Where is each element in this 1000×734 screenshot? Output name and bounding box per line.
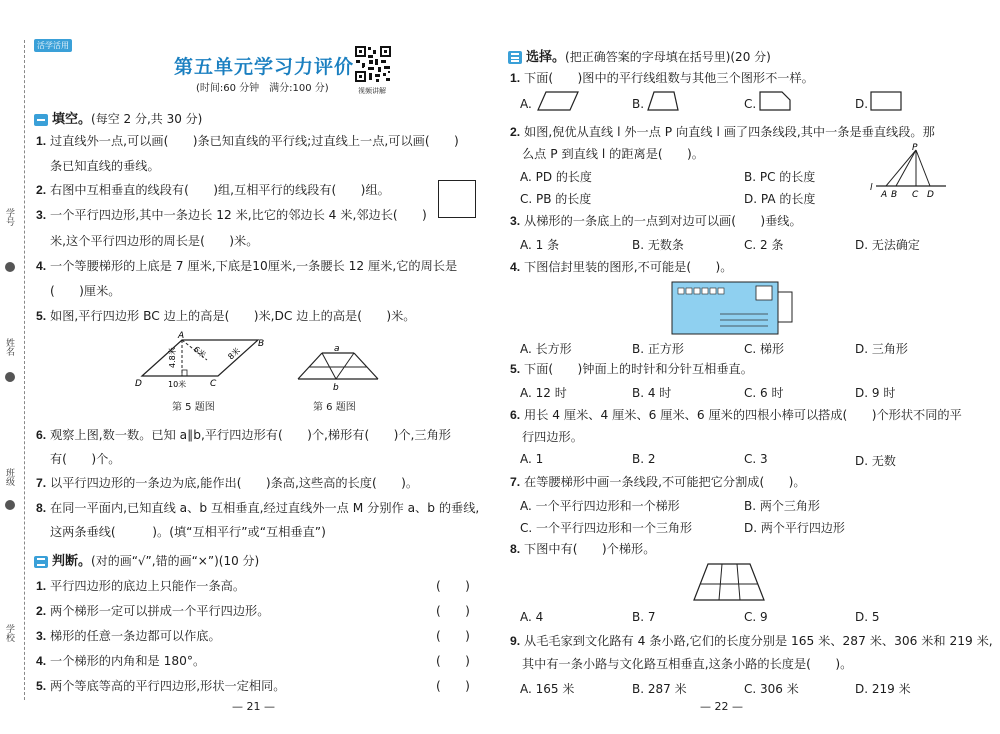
question-number: 4.: [36, 654, 47, 668]
option-a[interactable]: A. 1: [520, 452, 544, 466]
label-C: C: [210, 379, 217, 389]
question-text: 一个平行四边形,其中一条边长 12 米,比它的邻边长 4 米,邻边长( ): [50, 208, 427, 222]
question-text: 下面( )图中的平行线组数与其他三个图形不一样。: [524, 71, 814, 85]
option-b[interactable]: B. 无数条: [632, 238, 684, 252]
question-number: 2.: [36, 183, 47, 197]
choice-question-6: [510, 407, 962, 423]
question-number: 2.: [36, 604, 47, 618]
question-text: 平行四边形的底边上只能作一条高。: [50, 579, 246, 593]
answer-paren[interactable]: ( ): [436, 679, 470, 693]
choice-question-7: [510, 474, 806, 490]
section-title: 选择。: [526, 50, 566, 65]
option-b[interactable]: B. 287 米: [632, 682, 687, 696]
section-one-icon: [34, 114, 48, 126]
question-2: [36, 182, 390, 198]
label-C: C: [912, 190, 919, 200]
choice-question-1: [510, 70, 814, 86]
judge-item: [36, 578, 245, 594]
option-a[interactable]: A. 1 条: [520, 238, 560, 252]
option-b[interactable]: B. 2: [632, 452, 656, 466]
choice-question-2-line2: 么点 P 到直线 l 的距离是( )。: [522, 147, 704, 161]
option-b[interactable]: B. 7: [632, 610, 656, 624]
margin-label-school: 学校: [4, 624, 14, 642]
figure-6-trapezoid: [296, 342, 386, 392]
question-number: 2.: [510, 125, 521, 139]
choice-question-9: [510, 633, 993, 649]
question-text: 一个梯形的内角和是 180°。: [50, 654, 206, 668]
answer-paren[interactable]: ( ): [436, 579, 470, 593]
question-text: 右图中互相垂直的线段有( )组,互相平行的线段有( )组。: [50, 183, 390, 197]
label-B: B: [891, 190, 898, 200]
option-b[interactable]: B. 两个三角形: [744, 499, 820, 513]
option-c[interactable]: C. PB 的长度: [520, 192, 592, 206]
page-subtitle: (时间:60 分钟 满分:100 分): [196, 83, 329, 94]
option-d[interactable]: D. 219 米: [855, 682, 911, 696]
choice-question-8: [510, 541, 655, 557]
question-text: 在同一平面内,已知直线 a、b 互相垂直,经过直线外一点 M 分别作 a、b 的垂线,: [50, 501, 480, 515]
question-number: 9.: [510, 634, 521, 648]
option-a[interactable]: A. 165 米: [520, 682, 575, 696]
option-b[interactable]: B.: [632, 97, 645, 111]
option-c[interactable]: C. 6 时: [744, 386, 784, 400]
label-4-8m: 4.8米: [168, 347, 177, 368]
option-d[interactable]: D. 无数: [855, 454, 896, 468]
question-text: 以平行四边形的一条边为底,能作出( )条高,这些高的长度( )。: [50, 476, 419, 490]
question-7: [36, 475, 418, 491]
section-fill-blank: [34, 108, 202, 127]
option-c[interactable]: C. 2 条: [744, 238, 784, 252]
section-note: (每空 2 分,共 30 分): [91, 112, 203, 126]
page-number-right: — 22 —: [700, 700, 743, 713]
figure-5-caption: 第 5 题图: [172, 402, 215, 413]
question-number: 3.: [36, 629, 47, 643]
question-number: 6.: [36, 428, 47, 442]
question-number: 4.: [510, 260, 521, 274]
page-number-left: — 21 —: [232, 700, 275, 713]
section-title: 填空。: [52, 112, 92, 127]
c2-point-line-figure: [868, 142, 948, 200]
option-b[interactable]: B. PC 的长度: [744, 170, 816, 184]
question-text: 观察上图,数一数。已知 a∥b,平行四边形有( )个,梯形有( )个,三角形: [50, 428, 451, 442]
label-B: B: [258, 339, 265, 349]
margin-label-student-no: 学号: [4, 208, 14, 226]
section-multiple-choice: [508, 46, 771, 65]
option-a[interactable]: A. PD 的长度: [520, 170, 592, 184]
choice-question-6-line2: 行四边形。: [522, 430, 583, 444]
question-number: 1.: [36, 134, 47, 148]
question-3: [36, 207, 427, 223]
option-c-pentagon-figure: [758, 90, 792, 112]
option-d[interactable]: D. 5: [855, 610, 880, 624]
question-number: 8.: [510, 542, 521, 556]
option-d[interactable]: D.: [855, 97, 869, 111]
question-number: 1.: [510, 71, 521, 85]
question-text: 从毛毛家到文化路有 4 条小路,它们的长度分别是 165 米、287 米、306 米和 219 米,: [524, 634, 993, 648]
question-text: 在等腰梯形中画一条线段,不可能把它分割成( )。: [524, 475, 806, 489]
option-a[interactable]: A. 12 时: [520, 386, 567, 400]
c8-trapezoid-figure: [692, 560, 766, 604]
option-a[interactable]: A. 长方形: [520, 342, 572, 356]
question-4: [36, 258, 457, 274]
question-text: 梯形的任意一条边都可以作底。: [50, 629, 221, 643]
question-text: 一个等腰梯形的上底是 7 厘米,下底是10厘米,一条腰长 12 厘米,它的周长是: [50, 259, 458, 273]
label-l: l: [870, 183, 873, 193]
option-d[interactable]: D. 两个平行四边形: [744, 521, 845, 535]
question-5: [36, 308, 416, 324]
question-8-line2: 这两条垂线( )。(填“互相平行”或“互相垂直”): [50, 525, 326, 539]
option-a[interactable]: A. 一个平行四边形和一个梯形: [520, 499, 680, 513]
option-d[interactable]: D. 无法确定: [855, 238, 920, 252]
option-a[interactable]: A. 4: [520, 610, 544, 624]
option-c[interactable]: C. 9: [744, 610, 768, 624]
figure-6-caption: 第 6 题图: [313, 402, 356, 413]
header-badge: 活学活用: [34, 39, 72, 52]
option-a-parallelogram-figure: [536, 90, 580, 112]
question-text: 从梯形的一条底上的一点到对边可以画( )垂线。: [524, 214, 802, 228]
question-1-line2: 条已知直线的垂线。: [50, 159, 160, 173]
page-title: 第五单元学习力评价: [174, 56, 355, 78]
question-8: [36, 500, 479, 516]
qr-code[interactable]: [354, 45, 392, 83]
question-text: 下图信封里装的图形,不可能是( )。: [524, 260, 733, 274]
choice-question-2: [510, 124, 935, 140]
section-note: (把正确答案的字母填在括号里)(20 分): [565, 50, 771, 64]
question-text: 下面( )钟面上的时针和分针互相垂直。: [524, 362, 753, 376]
option-c[interactable]: C.: [744, 97, 757, 111]
section-two-icon: [34, 556, 48, 568]
question-number: 6.: [510, 408, 521, 422]
question-6-line2: 有( )个。: [50, 452, 121, 466]
option-c[interactable]: C. 一个平行四边形和一个三角形: [520, 521, 693, 535]
label-10m: 10米: [168, 380, 187, 389]
judge-item: [36, 678, 285, 694]
question-number: 7.: [36, 476, 47, 490]
qr-caption: 视频讲解: [358, 87, 386, 95]
question-text: 两个梯形一定可以拼成一个平行四边形。: [50, 604, 270, 618]
answer-paren[interactable]: ( ): [436, 629, 470, 643]
binding-hole: [5, 262, 15, 272]
judge-item: [36, 628, 221, 644]
question-text: 下图中有( )个梯形。: [524, 542, 656, 556]
label-a: a: [334, 344, 340, 354]
option-a[interactable]: A.: [520, 97, 532, 111]
option-d-rectangle-figure: [869, 90, 903, 112]
question-text: 如图,平行四边形 BC 边上的高是( )米,DC 边上的高是( )米。: [50, 309, 416, 323]
binding-hole: [5, 500, 15, 510]
question-number: 4.: [36, 259, 47, 273]
envelope-figure: [670, 280, 796, 336]
label-8m: 8米: [226, 346, 243, 362]
option-b[interactable]: B. 正方形: [632, 342, 684, 356]
question-text: 如图,倪优从直线 l 外一点 P 向直线 l 画了四条线段,其中一条是垂直线段。那: [524, 125, 935, 139]
question-1: [36, 133, 459, 149]
judge-item: [36, 603, 269, 619]
question-4-line2: ( )厘米。: [50, 284, 121, 298]
margin-label-class: 班级: [4, 468, 14, 486]
answer-paren[interactable]: ( ): [436, 654, 470, 668]
option-c[interactable]: C. 梯形: [744, 342, 785, 356]
option-d[interactable]: D. 9 时: [855, 386, 896, 400]
label-A: A: [178, 331, 185, 341]
question-3-line2: 米,这个平行四边形的周长是( )米。: [50, 234, 259, 248]
label-D: D: [927, 190, 934, 200]
answer-paren[interactable]: ( ): [436, 604, 470, 618]
question-number: 3.: [36, 208, 47, 222]
q2-square-figure: [438, 180, 476, 218]
margin-label-name: 姓名: [4, 338, 14, 356]
figure-5-parallelogram: [130, 330, 270, 390]
section-true-false: [34, 550, 259, 569]
option-d[interactable]: D. 三角形: [855, 342, 908, 356]
question-number: 8.: [36, 501, 47, 515]
option-c[interactable]: C. 306 米: [744, 682, 799, 696]
question-text: 用长 4 厘米、4 厘米、6 厘米、6 厘米的四根小棒可以搭成( )个形状不同的平: [524, 408, 962, 422]
question-number: 7.: [510, 475, 521, 489]
option-b-trapezoid-figure: [646, 90, 680, 112]
choice-question-3: [510, 213, 802, 229]
question-number: 5.: [510, 362, 521, 376]
choice-question-5: [510, 361, 753, 377]
label-6m: 6米: [191, 344, 208, 360]
binding-hole: [5, 372, 15, 382]
question-text: 两个等底等高的平行四边形,形状一定相同。: [50, 679, 286, 693]
option-d[interactable]: D. PA 的长度: [744, 192, 816, 206]
section-note: (对的画“√”,错的画“×”)(10 分): [91, 554, 260, 568]
question-text: 过直线外一点,可以画( )条已知直线的平行线;过直线上一点,可以画( ): [50, 134, 459, 148]
question-number: 1.: [36, 579, 47, 593]
label-P: P: [912, 143, 918, 153]
choice-question-4: [510, 259, 732, 275]
section-title: 判断。: [52, 554, 92, 569]
option-b[interactable]: B. 4 时: [632, 386, 672, 400]
label-D: D: [135, 379, 142, 389]
option-c[interactable]: C. 3: [744, 452, 768, 466]
question-number: 5.: [36, 309, 47, 323]
question-number: 5.: [36, 679, 47, 693]
question-6: [36, 427, 451, 443]
choice-question-9-line2: 其中有一条小路与文化路互相垂直,这条小路的长度是( )。: [522, 657, 853, 671]
margin-dashed-line: [24, 40, 25, 700]
section-three-icon: [508, 51, 522, 64]
question-number: 3.: [510, 214, 521, 228]
label-b: b: [333, 383, 339, 392]
judge-item: [36, 653, 205, 669]
label-A: A: [881, 190, 888, 200]
